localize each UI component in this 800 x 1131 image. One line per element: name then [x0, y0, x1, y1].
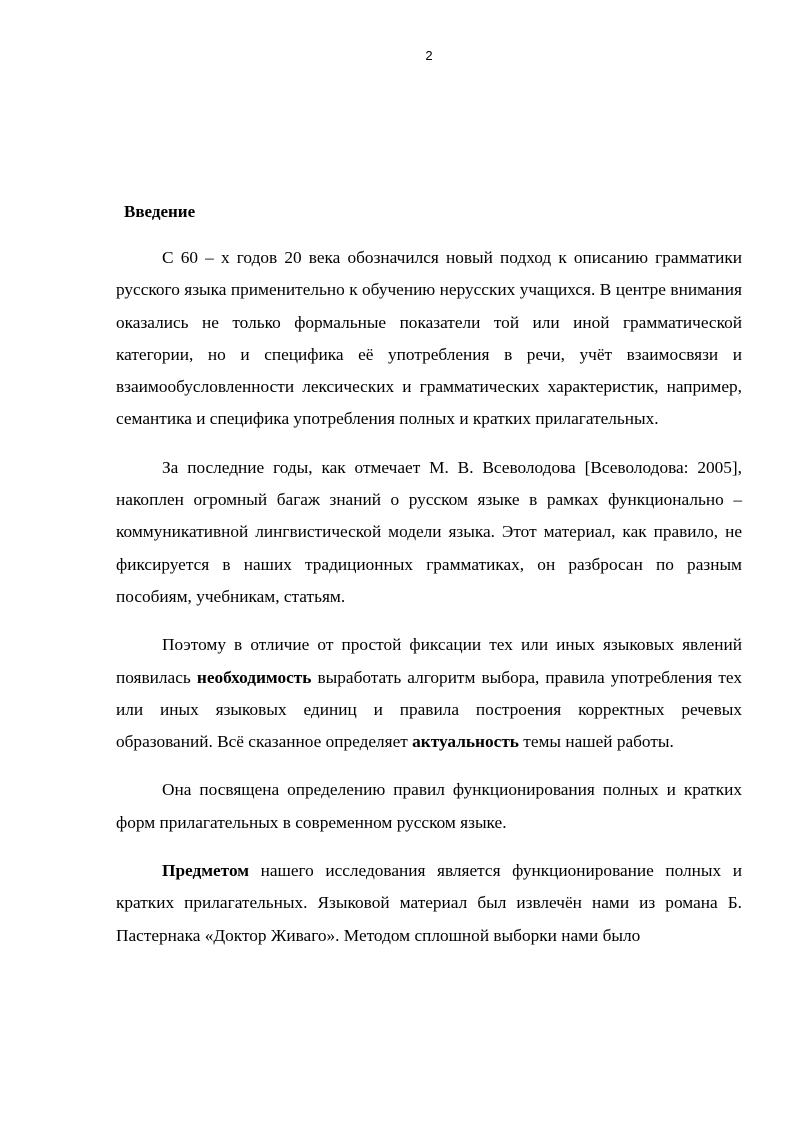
- paragraph-3-text-c: темы нашей работы.: [518, 732, 674, 752]
- section-heading: Введение: [124, 202, 196, 221]
- keyword-subject: Предметом: [162, 861, 250, 881]
- keyword-relevance: актуальность: [412, 732, 519, 752]
- paragraph-3-text-b: выработать алгоритм выбора, правила употребления тех или иных языковых единиц и правила построения корректных речевых образований. Всё сказанное определяет: [116, 667, 742, 752]
- page-number: 2: [425, 48, 433, 63]
- paragraph-3-text-a: Поэтому в отличие от простой фиксации тех или иных языковых явлений появилась: [116, 635, 742, 687]
- paragraph-2: За последние годы, как отмечает М. В. Всеволодова [Всеволодова: 2005], накоплен огромный багаж знаний о русском языке в рамках функционально – коммуникативной лингвистической модели языка. Этот материал, как правило, не фиксируется в наших традиционных грамматиках, он разбросан по разным пособиям, учебникам, статьям.: [116, 457, 742, 606]
- paragraph-3: [116, 629, 742, 758]
- paragraph-5-text: нашего исследования является функционирование полных и кратких прилагательных. Языковой материал был извлечён нами из романа Б. Пастернака «Доктор Живаго». Методом сплошной выборки нами было: [116, 861, 742, 945]
- paragraph-5: [116, 855, 742, 952]
- document-body: [116, 242, 742, 968]
- paragraph-4: Она посвящена определению правил функционирования полных и кратких форм прилагательных в современном русском языке.: [116, 780, 742, 832]
- paragraph-1: С 60 – х годов 20 века обозначился новый подход к описанию грамматики русского языка применительно к обучению нерусских учащихся. В центре внимания оказались не только формальные показатели той или иной грамматической категории, но и специфика её употребления в речи, учёт взаимосвязи и взаимообусловленности лексических и грамматических характеристик, например, семантика и специфика употребления полных и кратких прилагательных.: [116, 248, 742, 429]
- keyword-necessity: необходимость: [196, 667, 312, 687]
